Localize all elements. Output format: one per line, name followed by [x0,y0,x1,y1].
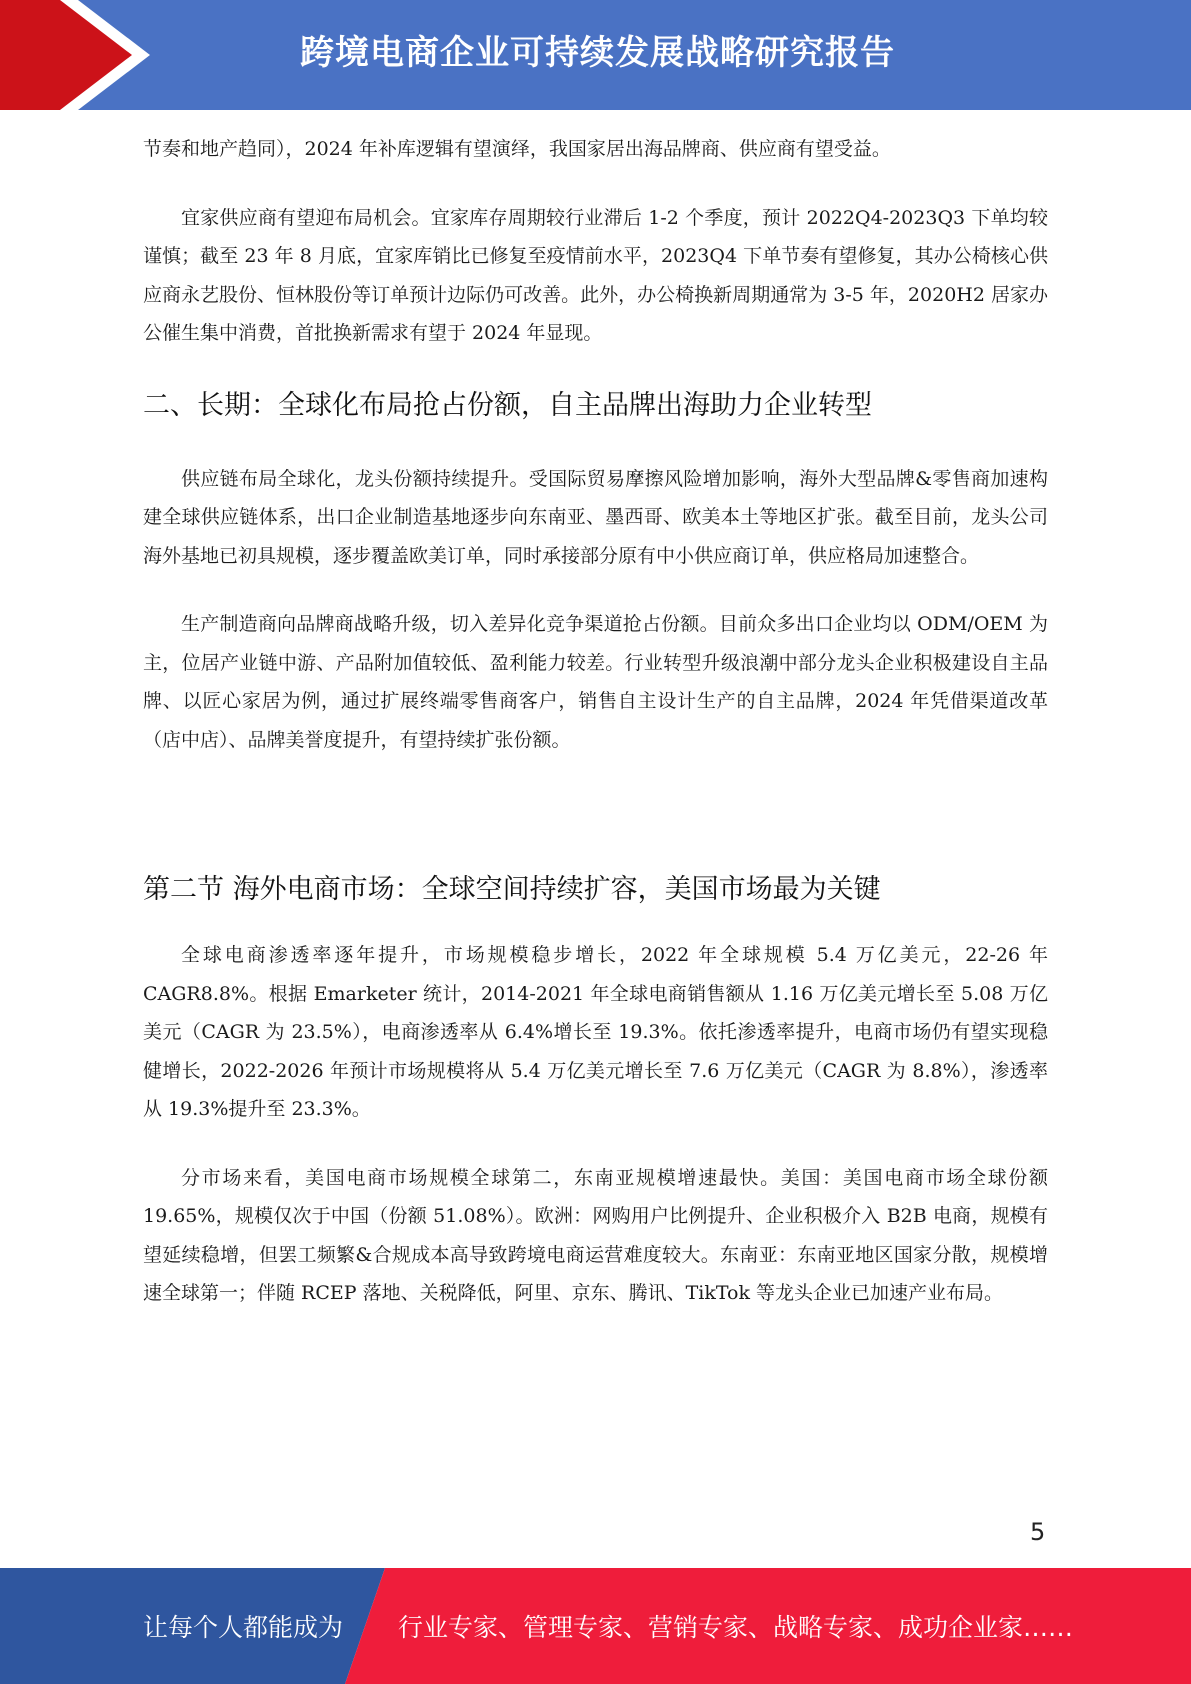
paragraph-2: 宜家供应商有望迎布局机会。宜家库存周期较行业滞后 1-2 个季度，预计 2022Q4-2023Q3 下单均较谨慎；截至 23 年 8 月底，宜家库销比已修复至疫情前水平，2023Q4 下单节奏有望修复，其办公椅核心供应商永艺股份、恒林股份等订单预计边际仍可改善。此外，办公椅换新周期通常为 3-5 年，2020H2 居家办公催生集中消费，首批换新需求有望于 2024 年显现。 [143,206,1048,344]
section-heading-1: 二、长期：全球化布局抢占份额，自主品牌出海助力企业转型 [143,389,872,421]
paragraph-4: 生产制造商向品牌商战略升级，切入差异化竞争渠道抢占份额。目前众多出口企业均以 ODM/OEM 为主，位居产业链中游、产品附加值较低、盈利能力较差。行业转型升级浪潮中部分龙头企业积极建设自主品牌、以匠心家居为例，通过扩展终端零售商客户，销售自主设计生产的自主品牌，2024 年凭借渠道改革（店中店）、品牌美誉度提升，有望持续扩张份额。 [143,613,1048,751]
footer-banner [0,1568,1191,1684]
footer-slogan-left: 让每个人都能成为 [143,1613,344,1642]
paragraph-1: 节奏和地产趋同），2024 年补库逻辑有望演绎，我国家居出海品牌商、供应商有望受益。 [143,138,891,160]
page-number: 5 [1030,1518,1046,1546]
document-body [143,130,1048,1313]
paragraph-6: 分市场来看，美国电商市场规模全球第二，东南亚规模增速最快。美国：美国电商市场全球份额 19.65%，规模仅次于中国（份额 51.08%）。欧洲：网购用户比例提升、企业积极介入 B2B 电商，规模有望延续稳增，但罢工频繁&合规成本高导致跨境电商运营难度较大。东南亚：东南亚地区国家分散，规模增速全球第一；伴随 RCEP 落地、关税降低，阿里、京东、腾讯、TikTok 等龙头企业已加速产业布局。 [143,1166,1048,1304]
section-heading-2: 第二节 海外电商市场：全球空间持续扩容，美国市场最为关键 [143,874,881,905]
header-banner [0,0,1191,110]
paragraph-3: 供应链布局全球化，龙头份额持续提升。受国际贸易摩擦风险增加影响，海外大型品牌&零售商加速构建全球供应链体系，出口企业制造基地逐步向东南亚、墨西哥、欧美本土等地区扩张。截至目前，龙头公司海外基地已初具规模，逐步覆盖欧美订单，同时承接部分原有中小供应商订单，供应格局加速整合。 [143,467,1048,567]
paragraph-5: 全球电商渗透率逐年提升，市场规模稳步增长，2022 年全球规模 5.4 万亿美元，22-26 年 CAGR8.8%。根据 Emarketer 统计，2014-2021 年全球电商销售额从 1.16 万亿美元增长至 5.08 万亿美元（CAGR 为 23.5%），电商渗透率从 6.4%增长至 19.3%。依托渗透率提升，电商市场仍有望实现稳健增长，2022-2026 年预计市场规模将从 5.4 万亿美元增长至 7.6 万亿美元（CAGR 为 8.8%），渗透率从 19.3%提升至 23.3%。 [143,944,1048,1120]
footer-slogan-right: 行业专家、管理专家、营销专家、战略专家、成功企业家…… [398,1613,1074,1642]
report-title: 跨境电商企业可持续发展战略研究报告 [300,33,895,73]
